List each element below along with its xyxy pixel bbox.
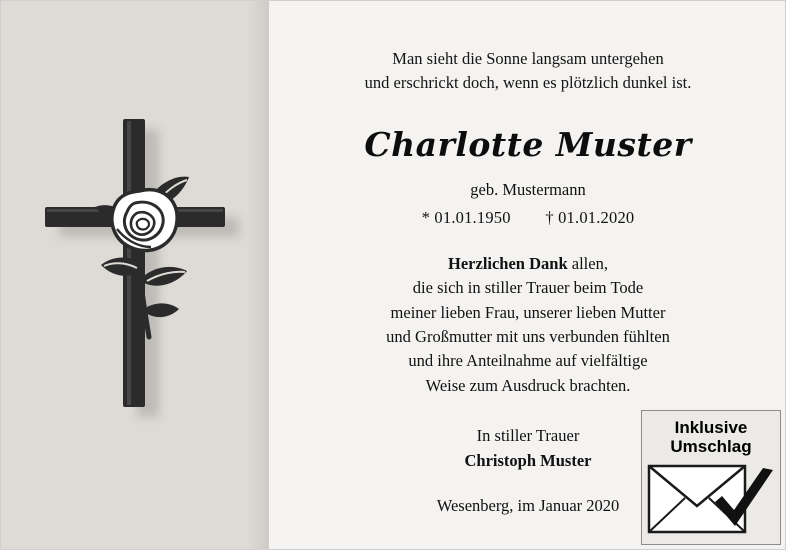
mourning-intro: In stiller Trauer <box>476 426 580 446</box>
deceased-name: Charlotte Muster <box>364 124 692 164</box>
panel-edge-shade <box>247 1 269 550</box>
sticker-line-1: Inklusive <box>674 418 748 437</box>
verse-line-2: und erschrickt doch, wenn es plötzlich dunkel ist. <box>364 72 692 92</box>
verse-line-1: Man sieht die Sonne langsam untergehen <box>392 49 664 68</box>
cross-with-rose-illustration <box>37 119 237 419</box>
thanks-line-2: die sich in stiller Trauer beim Tode <box>412 278 644 298</box>
death-date: † 01.01.2020 <box>545 207 635 227</box>
illustration-panel <box>1 1 269 550</box>
birth-date: * 01.01.1950 <box>421 207 511 227</box>
thanks-block <box>269 252 786 398</box>
thanks-line-3: meiner lieben Frau, unserer lieben Mutter <box>390 302 666 322</box>
life-dates <box>269 208 786 228</box>
thanks-line-5: und ihre Anteilnahme auf vielfältige <box>408 351 648 371</box>
sticker-title <box>642 418 780 456</box>
sticker-artwork <box>647 462 775 536</box>
maiden-name: geb. Mustermann <box>470 179 586 199</box>
place-and-date: Wesenberg, im Januar 2020 <box>436 495 620 515</box>
thanks-line-1 <box>269 252 786 276</box>
check-mark-icon <box>709 468 779 542</box>
thanks-lead-rest: allen, <box>567 253 608 273</box>
thanks-lead-bold: Herzlichen Dank <box>448 253 568 273</box>
rose-icon <box>77 155 212 355</box>
mourning-signer: Christoph Muster <box>464 451 592 471</box>
sticker-line-2: Umschlag <box>670 437 752 457</box>
verse-block <box>269 47 786 95</box>
inclusive-envelope-sticker <box>641 410 781 545</box>
thanks-line-6: Weise zum Ausdruck brachten. <box>425 375 631 395</box>
thanks-line-4: und Großmutter mit uns verbunden fühlten <box>386 327 670 347</box>
